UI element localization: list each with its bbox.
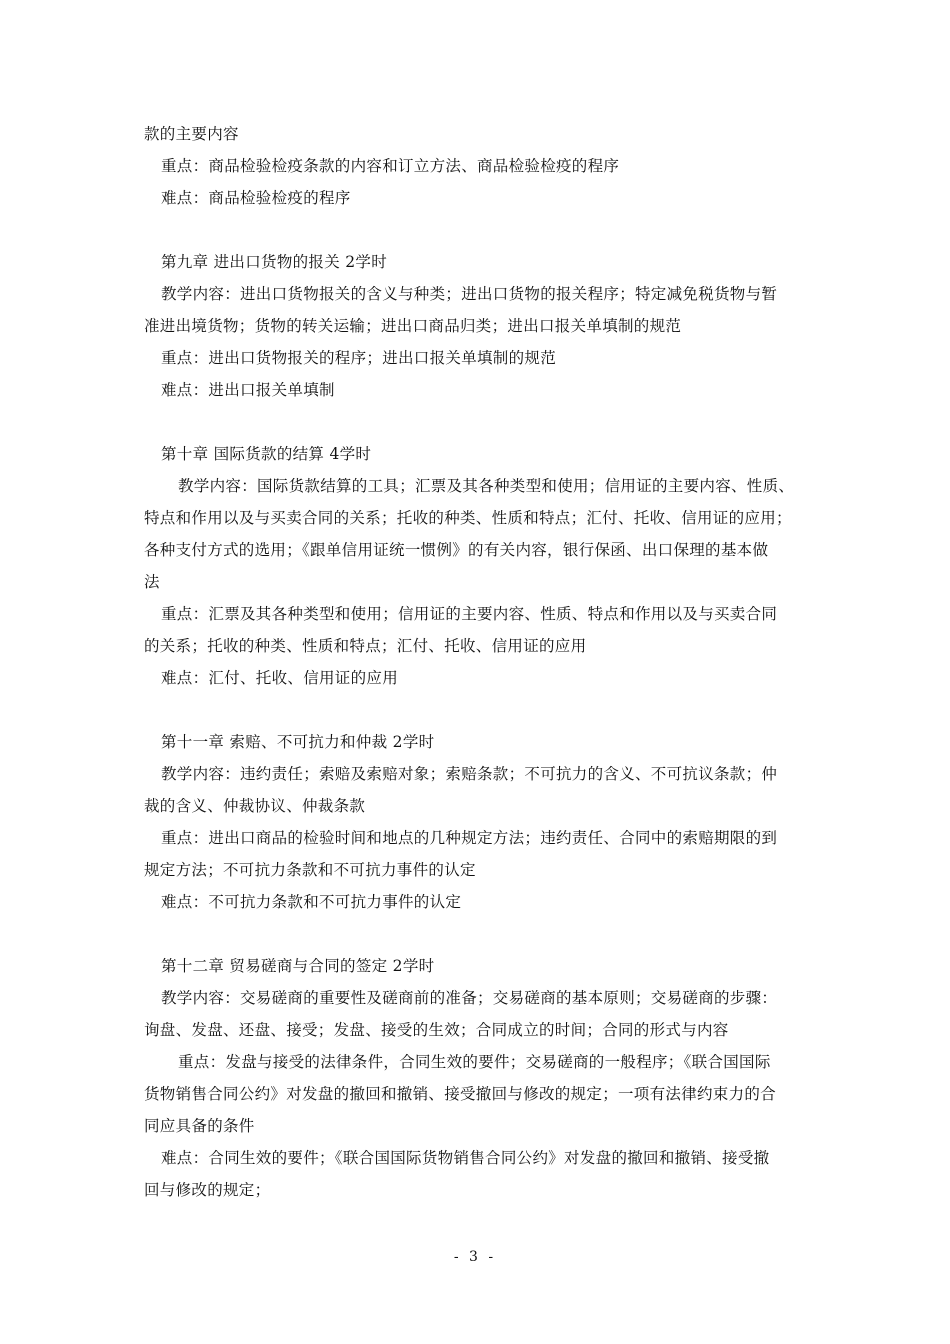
text-line: 特点和作用以及与买卖合同的关系；托收的种类、性质和特点；汇付、托收、信用证的应用； bbox=[144, 509, 792, 527]
chapter-heading: 第九章 进出口货物的报关 2学时 bbox=[161, 253, 388, 271]
text-line: 各种支付方式的选用；《跟单信用证统一惯例》的有关内容，银行保函、出口保理的基本做 bbox=[144, 541, 769, 559]
text-line: 法 bbox=[144, 573, 160, 591]
teaching-content-line: 教学内容：进出口货物报关的含义与种类；进出口货物的报关程序；特定减免税货物与暂 bbox=[161, 285, 778, 303]
key-point-line: 重点：商品检验检疫条款的内容和订立方法、商品检验检疫的程序 bbox=[161, 157, 620, 175]
text-line: 规定方法；不可抗力条款和不可抗力事件的认定 bbox=[144, 861, 476, 879]
teaching-content-line: 教学内容：交易磋商的重要性及磋商前的准备；交易磋商的基本原则；交易磋商的步骤： bbox=[161, 989, 778, 1007]
difficulty-line: 难点：不可抗力条款和不可抗力事件的认定 bbox=[161, 893, 462, 911]
text-line: 的关系；托收的种类、性质和特点；汇付、托收、信用证的应用 bbox=[144, 637, 587, 655]
key-point-line: 重点：进出口货物报关的程序；进出口报关单填制的规范 bbox=[161, 349, 557, 367]
text-line: 询盘、发盘、还盘、接受；发盘、接受的生效；合同成立的时间；合同的形式与内容 bbox=[144, 1021, 729, 1039]
difficulty-line: 难点：汇付、托收、信用证的应用 bbox=[161, 669, 399, 687]
teaching-content-line: 教学内容：国际货款结算的工具；汇票及其各种类型和使用；信用证的主要内容、性质、 bbox=[178, 477, 795, 495]
chapter-heading: 第十二章 贸易磋商与合同的签定 2学时 bbox=[161, 957, 435, 975]
text-line: 回与修改的规定； bbox=[144, 1181, 271, 1199]
chapter-heading: 第十章 国际货款的结算 4学时 bbox=[161, 445, 372, 463]
teaching-content-line: 教学内容：违约责任；索赔及索赔对象；索赔条款；不可抗力的含义、不可抗议条款；仲 bbox=[161, 765, 778, 783]
chapter-heading: 第十一章 索赔、不可抗力和仲裁 2学时 bbox=[161, 733, 435, 751]
difficulty-line: 难点：进出口报关单填制 bbox=[161, 381, 335, 399]
key-point-line: 重点：汇票及其各种类型和使用；信用证的主要内容、性质、特点和作用以及与买卖合同 bbox=[161, 605, 778, 623]
page-number: - 3 - bbox=[453, 1249, 497, 1265]
text-line: 裁的含义、仲裁协议、仲裁条款 bbox=[144, 797, 366, 815]
difficulty-line: 难点：合同生效的要件；《联合国国际货物销售合同公约》对发盘的撤回和撤销、接受撤 bbox=[161, 1149, 770, 1167]
difficulty-line: 难点：商品检验检疫的程序 bbox=[161, 189, 351, 207]
text-line: 准进出境货物；货物的转关运输；进出口商品归类；进出口报关单填制的规范 bbox=[144, 317, 682, 335]
text-line: 款的主要内容 bbox=[144, 125, 239, 143]
text-line: 同应具备的条件 bbox=[144, 1117, 255, 1135]
key-point-line: 重点：发盘与接受的法律条件，合同生效的要件；交易磋商的一般程序；《联合国国际 bbox=[178, 1053, 771, 1071]
key-point-line: 重点：进出口商品的检验时间和地点的几种规定方法；违约责任、合同中的索赔期限的到 bbox=[161, 829, 778, 847]
text-line: 货物销售合同公约》对发盘的撤回和撤销、接受撤回与修改的规定；一项有法律约束力的合 bbox=[144, 1085, 777, 1103]
